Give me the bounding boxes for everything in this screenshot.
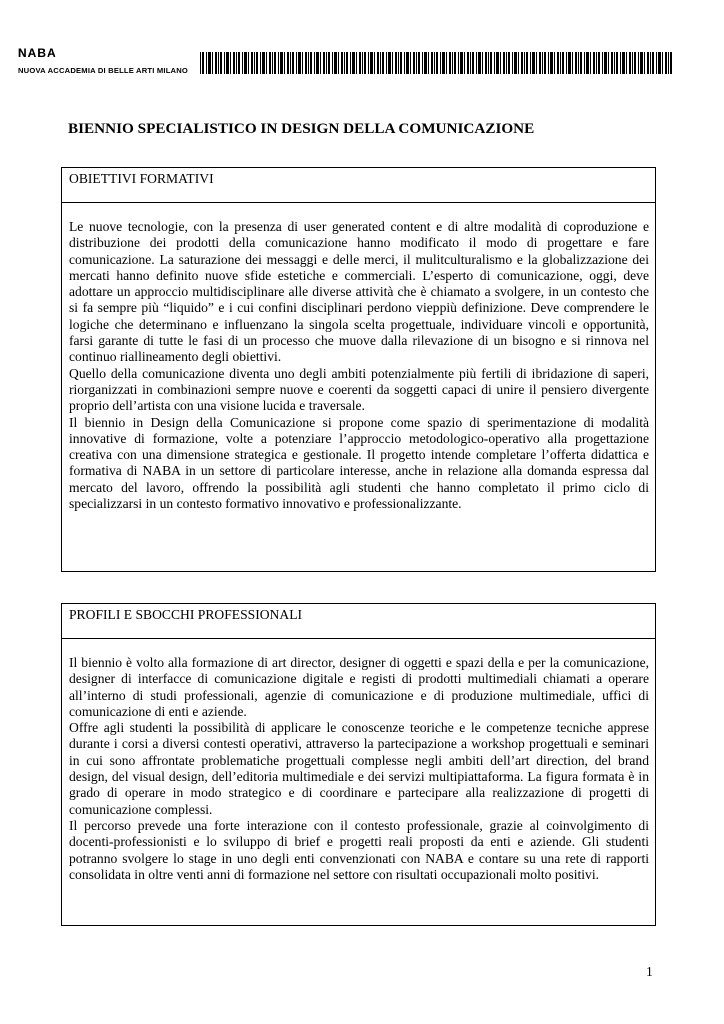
section-heading: PROFILI E SBOCCHI PROFESSIONALI	[62, 604, 655, 639]
paragraph: Offre agli studenti la possibilità di applicare le conoscenze teoriche e le competenze tecniche apprese durante i corsi a diversi contesti operativi, attraverso la partecipazione a workshop progettuali e seminari in cui sono affrontate problematiche progettuali complesse negli ambiti dell’art direction, del brand design, del visual design, dell’editoria multimediale e dei servizi multipiattaforma. La figura formata è in grado di operare in modo strategico e di coordinare e partecipare alla realizzazione di progetti di comunicazione complessi.	[69, 720, 649, 817]
paragraph: Il biennio è volto alla formazione di art director, designer di oggetti e spazi della e per la comunicazione, designer di interfacce di comunicazione digitale e registi di prodotti multimediali chiamati a operare all’interno di studi professionali, agenzie di comunicazione e di produzione multimediale, uffici di comunicazione di enti e aziende.	[69, 655, 649, 719]
paragraph: Il biennio in Design della Comunicazione si propone come spazio di sperimentazione di modalità innovative di formazione, volte a potenziare l’approccio metodologico-operativo alla progettazione creativa con una dimensione strategica e gestionale. Il progetto intende completare l’offerta didattica e formativa di NABA in un settore di particolare interesse, anche in relazione alla domanda espressa dal mercato del lavoro, offrendo la possibilità agli studenti che hanno completato il primo ciclo di specializzarsi in un contesto formativo innovativo e professionalizzante.	[69, 414, 649, 512]
section-body	[62, 639, 655, 883]
section-body	[62, 203, 655, 512]
paragraph: Quello della comunicazione diventa uno degli ambiti potenzialmente più fertili di ibridazione di saperi, riorganizzati in combinazioni sempre nuove e coerenti da soggetti capaci di unire il pensiero divergente proprio dell’artista con una visione lucida e traversale.	[69, 365, 649, 414]
section-profili-sbocchi	[61, 603, 656, 926]
paragraph: Il percorso prevede una forte interazione con il contesto professionale, grazie al coinvolgimento di docenti-professionisti e lo sviluppo di brief e progetti reali proposti da enti e aziende. Gli studenti potranno svolgere lo stage in uno degli enti convenzionati con NABA e contare su una rete di rapporti consolidata in oltre venti anni di formazione nel settore con risultati occupazionali molto positivi.	[69, 817, 649, 882]
section-obiettivi-formativi	[61, 167, 656, 572]
barcode-decoration-icon	[200, 52, 674, 74]
page-number: 1	[646, 964, 653, 979]
paragraph: Le nuove tecnologie, con la presenza di user generated content e di altre modalità di coproduzione e distribuzione dei prodotti della comunicazione hanno modificato il modo di progettare e fare comunicazione. La saturazione dei messaggi e delle merci, il mulitculturalismo e la globalizzazione dei mercati hanno definito nuove sfide estetiche e commerciali. L’esperto di comunicazione, oggi, deve adottare un approccio multidisciplinare alle diverse attività che è chiamato a svolgere, in un contesto che si fa sempre più “liquido” e i cui confini disciplinari perdono vieppiù definizione. Deve comprendere le logiche che determinano e influenzano la singola scelta progettuale, individuare vincoli e opportunità, farsi garante di tutte le fasi di un processo che muove dalla rilevazione di un bisogno e si rinnova nel continuo riallineamento degli obiettivi.	[69, 219, 649, 365]
page-title: BIENNIO SPECIALISTICO IN DESIGN DELLA COMUNICAZIONE	[68, 120, 535, 137]
section-heading: OBIETTIVI FORMATIVI	[62, 168, 655, 203]
page-header	[18, 46, 658, 80]
naba-logo: NABA	[18, 46, 57, 60]
institution-name: NUOVA ACCADEMIA DI BELLE ARTI MILANO	[18, 66, 189, 75]
